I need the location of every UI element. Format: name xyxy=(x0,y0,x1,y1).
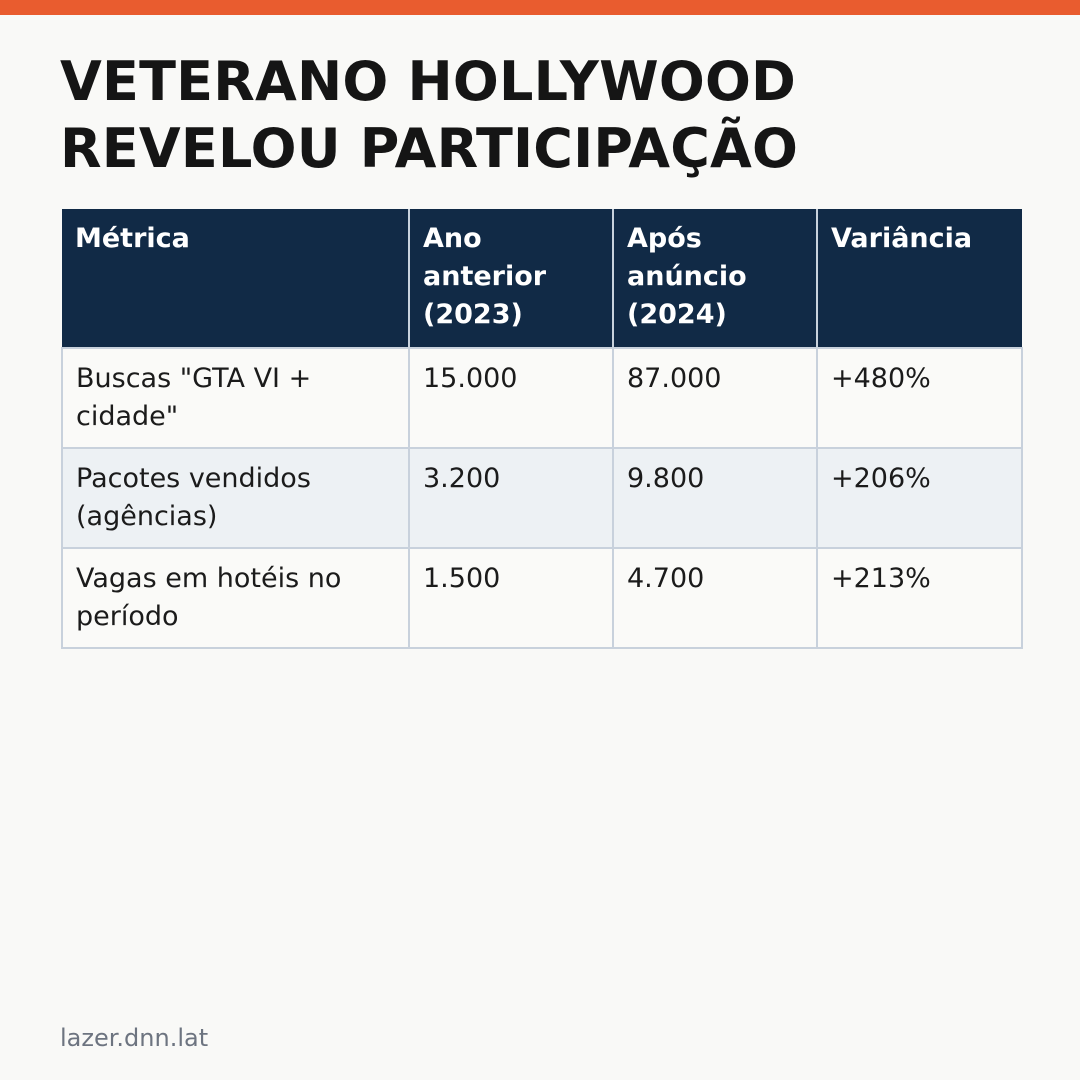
column-header-variance: Variância xyxy=(817,209,1022,348)
table-row xyxy=(62,548,1022,648)
table-cell-metric: Pacotes vendidos (agências) xyxy=(62,448,409,548)
table-cell-after-announcement: 9.800 xyxy=(613,448,817,548)
table-row xyxy=(62,348,1022,448)
table-cell-previous-year: 15.000 xyxy=(409,348,613,448)
table-header-row xyxy=(62,209,1022,348)
table-cell-previous-year: 3.200 xyxy=(409,448,613,548)
table-cell-variance: +480% xyxy=(817,348,1022,448)
table-cell-variance: +213% xyxy=(817,548,1022,648)
table-row xyxy=(62,448,1022,548)
page-title: VETERANO HOLLYWOOD REVELOU PARTICIPAÇÃO xyxy=(60,50,799,180)
column-header-metric: Métrica xyxy=(62,209,409,348)
accent-bar xyxy=(0,0,1080,15)
table-cell-metric: Vagas em hotéis no período xyxy=(62,548,409,648)
source-domain: lazer.dnn.lat xyxy=(60,1024,209,1052)
table-cell-metric: Buscas "GTA VI + cidade" xyxy=(62,348,409,448)
column-header-after-announcement: Após anúncio (2024) xyxy=(613,209,817,348)
table-header xyxy=(62,209,1022,348)
table-cell-after-announcement: 4.700 xyxy=(613,548,817,648)
data-table xyxy=(61,209,1023,649)
data-table-container xyxy=(61,209,1021,649)
table-body xyxy=(62,348,1022,648)
table-cell-previous-year: 1.500 xyxy=(409,548,613,648)
table-cell-after-announcement: 87.000 xyxy=(613,348,817,448)
table-cell-variance: +206% xyxy=(817,448,1022,548)
column-header-previous-year: Ano anterior (2023) xyxy=(409,209,613,348)
